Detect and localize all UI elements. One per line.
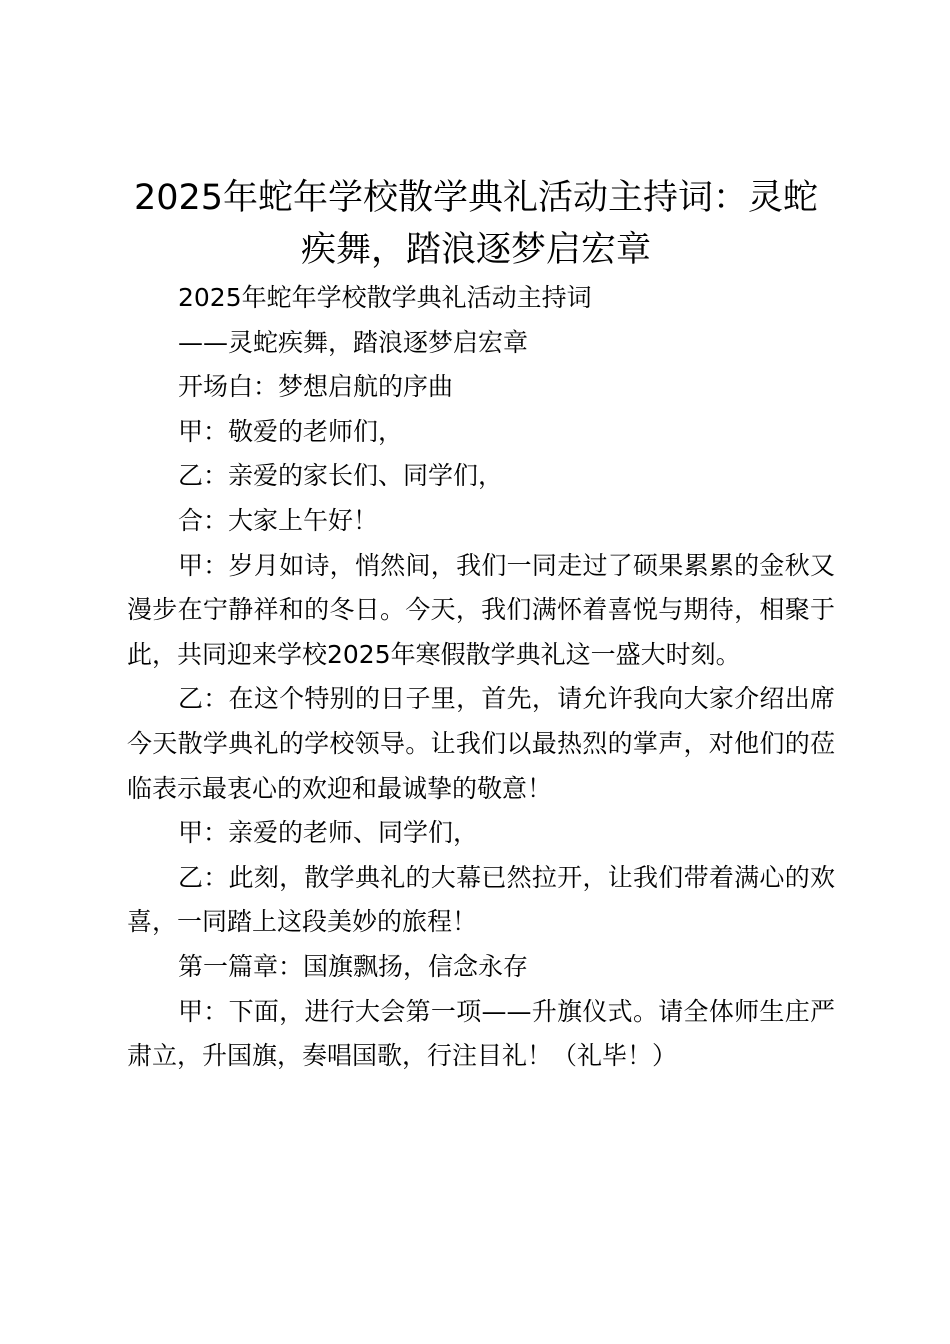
document-title: 2025年蛇年学校散学典礼活动主持词：灵蛇疾舞，踏浪逐梦启宏章	[133, 178, 819, 270]
paragraph: 乙：亲爱的家长们、同学们，	[178, 461, 504, 491]
paragraph: 甲：亲爱的老师、同学们，	[178, 818, 479, 848]
section-heading-opening: 开场白：梦想启航的序曲	[178, 372, 454, 402]
paragraph: 甲：敬爱的老师们，	[178, 416, 404, 446]
subtitle-line: 2025年蛇年学校散学典礼活动主持词	[178, 283, 592, 312]
paragraph: 甲：下面，进行大会第一项——升旗仪式。请全体师生庄严肃立，升国旗，奏唱国歌，行注目礼！（礼毕！）	[127, 996, 835, 1071]
paragraph: 乙：在这个特别的日子里，首先，请允许我向大家介绍出席今天散学典礼的学校领导。让我们以最热烈的掌声，对他们的莅临表示最衷心的欢迎和最诚挚的敬意！	[127, 684, 835, 803]
paragraph: 乙：此刻，散学典礼的大幕已然拉开，让我们带着满心的欢喜，一同踏上这段美妙的旅程！	[127, 862, 835, 937]
document-body	[127, 276, 835, 1079]
paragraph: 甲：岁月如诗，悄然间，我们一同走过了硕果累累的金秋又漫步在宁静祥和的冬日。今天，我们满怀着喜悦与期待，相聚于此，共同迎来学校2025年寒假散学典礼这一盛大时刻。	[127, 550, 835, 669]
subtitle-theme: ——灵蛇疾舞，踏浪逐梦启宏章	[178, 327, 529, 357]
section-heading-chapter-one: 第一篇章：国旗飘扬，信念永存	[178, 951, 529, 981]
paragraph: 合：大家上午好！	[178, 505, 379, 535]
